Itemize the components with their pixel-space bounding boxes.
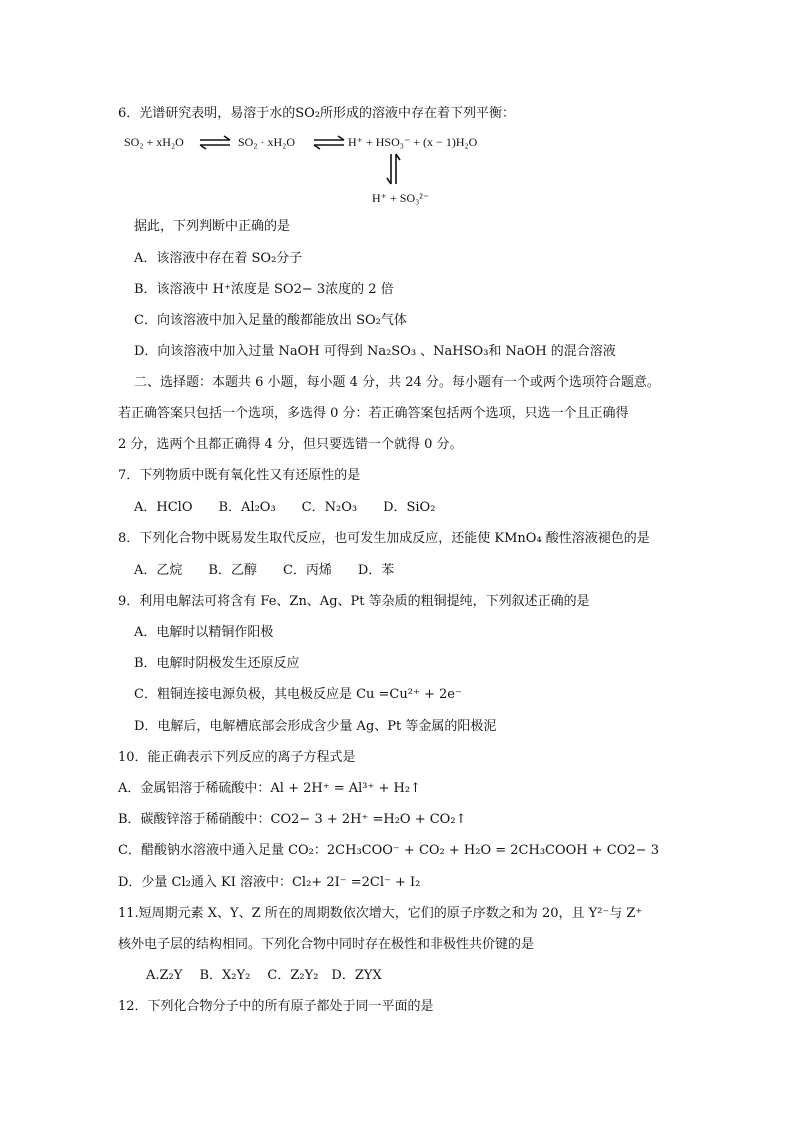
q11-stem-line-2: 核外电子层的结构相同。下列化合物中同时存在极性和非极性共价键的是	[118, 937, 535, 952]
q8-stem: 8．下列化合物中既易发生取代反应，也可发生加成反应，还能使 KMnO₄ 酸性溶液褪色的是	[118, 531, 650, 546]
q11-stem-line-1: 11.短周期元素 X、Y、Z 所在的周期数依次增大，它们的原子序数之和为 20，且 Y²⁻与 Z⁺	[118, 906, 643, 921]
q6-option-b: B．该溶液中 H⁺浓度是 SO2− 3浓度的 2 倍	[134, 282, 394, 297]
q7-stem: 7．下列物质中既有氧化性又有还原性的是	[118, 468, 361, 483]
equilibrium-arrow-icon	[314, 136, 344, 149]
q10-stem: 10．能正确表示下列反应的离子方程式是	[118, 750, 356, 765]
q9-option-d: D．电解后，电解槽底部会形成含少量 Ag、Pt 等金属的阳极泥	[134, 719, 497, 734]
q10-option-a: A．金属铝溶于稀硫酸中：Al + 2H⁺ = Al³⁺ + H₂↑	[118, 781, 421, 796]
section2-line-3: 2 分，选两个且都正确得 4 分，但只要选错一个就得 0 分。	[118, 437, 463, 452]
q6-equilibrium-equation	[124, 132, 504, 208]
equilibrium-arrow-icon	[200, 136, 230, 149]
q10-option-b: B．碳酸锌溶于稀硝酸中：CO2− 3 + 2H⁺ =H₂O + CO₂↑	[118, 812, 467, 827]
q9-stem: 9．利用电解法可将含有 Fe、Zn、Ag、Pt 等杂质的粗铜提纯，下列叙述正确的是	[118, 594, 590, 609]
q6-option-d: D．向该溶液中加入过量 NaOH 可得到 Na₂SO₃ 、NaHSO₃和 NaOH 的混合溶液	[134, 344, 616, 359]
q11-options: A.Z₂Y B．X₂Y₂ C．Z₂Y₂ D．ZYX	[146, 968, 382, 983]
vertical-equilibrium-arrow-icon	[387, 154, 400, 184]
q6-option-a: A．该溶液中存在着 SO₂分子	[134, 251, 303, 266]
eq-middle: SO₂ · xH₂O	[238, 135, 296, 149]
q6-stem: 6．光谱研究表明，易溶于水的SO₂所形成的溶液中存在着下列平衡：	[118, 106, 516, 121]
section2-line-2: 若正确答案只包括一个选项，多选得 0 分：若正确答案包括两个选项，只选一个且正确得	[118, 406, 629, 421]
q6-lead: 据此，下列判断中正确的是	[134, 219, 291, 234]
q10-option-c: C．醋酸钠水溶液中通入足量 CO₂：2CH₃COO⁻ + CO₂ + H₂O = 2CH₃COOH + CO2− 3	[118, 843, 659, 858]
q10-option-d: D．少量 Cl₂通入 KI 溶液中：Cl₂+ 2I⁻ =2Cl⁻ + I₂	[118, 875, 421, 890]
eq-right: H⁺ + HSO₃⁻ + (x − 1)H₂O	[348, 135, 478, 149]
eq-left: SO₂ + xH₂O	[124, 135, 184, 149]
q9-option-b: B．电解时阴极发生还原反应	[134, 656, 300, 671]
q9-option-c: C．粗铜连接电源负极，其电极反应是 Cu =Cu²⁺ + 2e⁻	[134, 687, 462, 702]
section2-line-1: 二、选择题：本题共 6 小题，每小题 4 分，共 24 分。每小题有一个或两个选项符合题意。	[134, 375, 660, 390]
q12-stem: 12．下列化合物分子中的所有原子都处于同一平面的是	[118, 999, 434, 1014]
q7-options: A．HClO B．Al₂O₃ C．N₂O₃ D．SiO₂	[134, 500, 436, 515]
q8-options: A．乙烷 B．乙醇 C．丙烯 D．苯	[134, 563, 395, 578]
q6-option-c: C．向该溶液中加入足量的酸都能放出 SO₂气体	[134, 313, 407, 328]
eq-bottom: H⁺ + SO₃²⁻	[372, 191, 430, 205]
q9-option-a: A．电解时以精铜作阳极	[134, 625, 274, 640]
